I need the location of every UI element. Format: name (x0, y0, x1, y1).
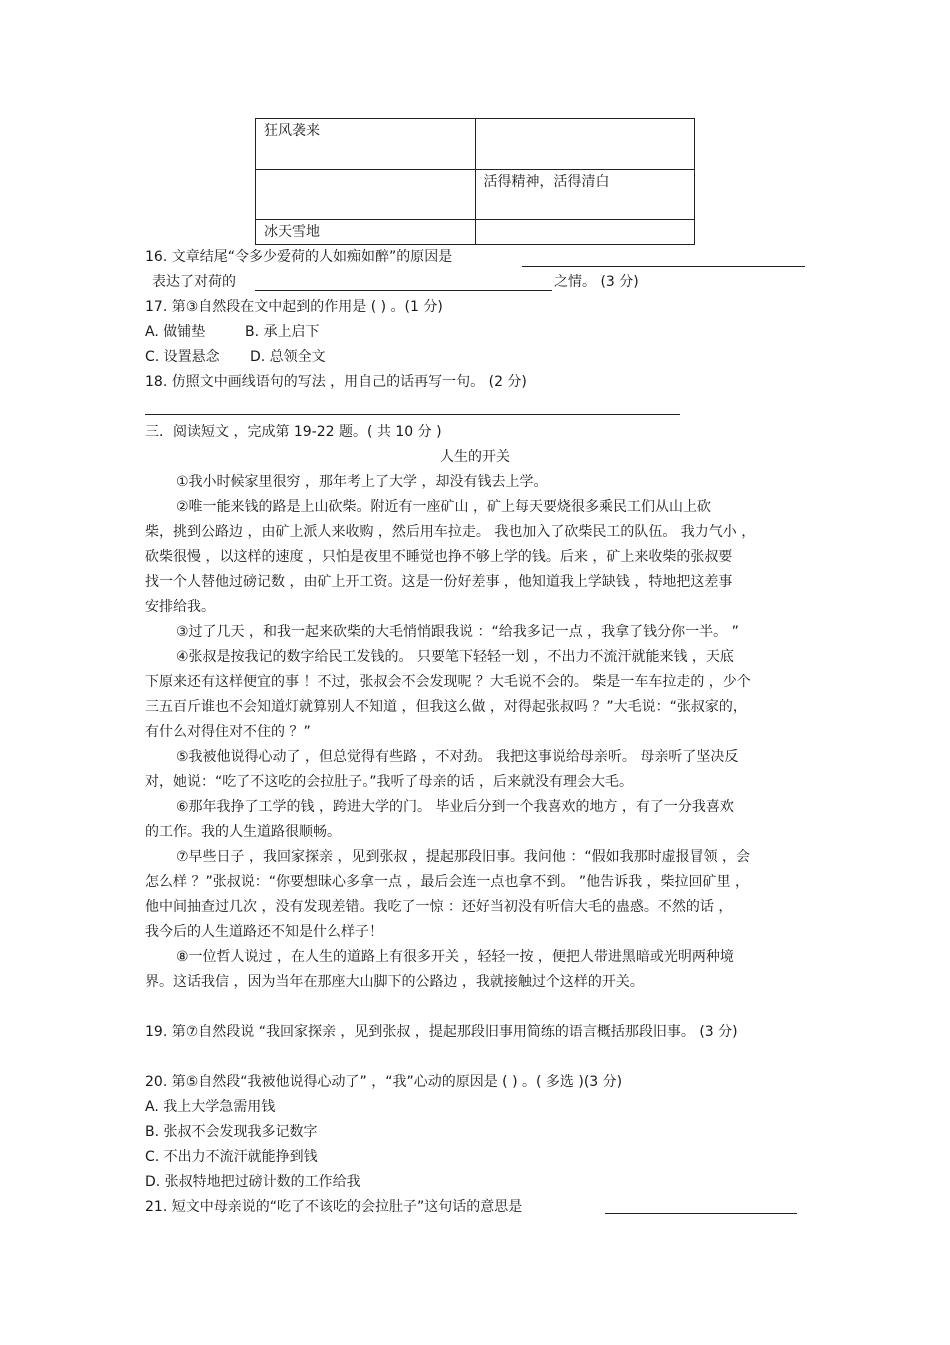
table-cell (256, 170, 476, 220)
passage-line: 下原来还有这样便宜的事 ！不过，张叔会不会发现呢 ？大毛说不会的。 柴是一车车拉走的 ，少个 (145, 674, 751, 690)
option-c: C. 设置悬念 (145, 349, 220, 365)
section-heading: 三．阅读短文 ，完成第 19-22 题。( 共 10 分 ) (145, 424, 442, 440)
passage-line: 安排给我。 (145, 599, 215, 615)
question-20-stem: 20. 第⑤自然段“我被他说得心动了” ，“我”心动的原因是 ( ) 。( 多选 )(3 分) (145, 1074, 623, 1090)
table-cell: 狂风袭来 (256, 119, 476, 170)
table-cell: 活得精神，活得清白 (475, 170, 695, 220)
passage-line: ⑥那年我挣了工学的钱 ，跨进大学的门。 毕业后分到一个我喜欢的地方 ，有了一分我喜欢 (176, 799, 734, 815)
question-16-suffix: 之情。 (3 分) (554, 274, 639, 290)
passage-line: ③过了几天 ，和我一起来砍柴的大毛悄悄跟我说 ：“给我多记一点 ，我拿了钱分你一半。 ” (176, 624, 739, 640)
option-b: B. 张叔不会发现我多记数字 (145, 1124, 318, 1140)
passage-line: 怎么样 ？”张叔说：“你要想昧心多拿一点 ，最后会连一点也拿不到。 ”他告诉我 ，柴拉回矿里 ， (145, 874, 750, 890)
question-16-stem: 16. 文章结尾“令多少爱荷的人如痴如醉”的原因是 (145, 249, 453, 265)
answer-blank[interactable] (145, 414, 680, 415)
passage-line: ④张叔是按我记的数字给民工发钱的。 只要笔下轻轻一划 ，不出力不流汗就能来钱 ，天底 (176, 649, 734, 665)
option-d: D. 张叔特地把过磅计数的工作给我 (145, 1174, 361, 1190)
answer-blank[interactable] (605, 1213, 797, 1214)
table-cell (475, 220, 695, 245)
answer-blank[interactable] (522, 266, 805, 267)
passage-line: ①我小时候家里很穷 ，那年考上了大学 ，却没有钱去上学。 (176, 474, 548, 490)
passage-line: 找一个人替他过磅记数 ，由矿上开工资。这是一份好差事 ，他知道我上学缺钱 ，特地把这差事 (145, 574, 733, 590)
answer-table (255, 118, 695, 245)
option-a: A. 做铺垫 (145, 324, 206, 340)
passage-line: 砍柴很慢 ，以这样的速度 ，只怕是夜里不睡觉也挣不够上学的钱。后来 ，矿上来收柴的张叔要 (145, 549, 733, 565)
passage-line: 三五百斤谁也不会知道灯就算别人不知道 ，但我这么做 ，对得起张叔吗 ？”大毛说：“张叔家的， (145, 699, 747, 715)
passage-line: 他中间抽查过几次 ，没有发现差错。我吃了一惊 ：还好当初没有听信大毛的蛊惑。不然的话 ， (145, 899, 733, 915)
question-19-stem: 19. 第⑦自然段说 “我回家探亲 ，见到张叔 ，提起那段旧事用简练的语言概括那段旧事。 (3 分) (145, 1024, 738, 1040)
passage-line: ⑧一位哲人说过 ，在人生的道路上有很多开关 ，轻轻一按 ，便把人带进黑暗或光明两种境 (176, 949, 734, 965)
passage-line: ②唯一能来钱的路是上山砍柴。附近有一座矿山 ，矿上每天要烧很多乘民工们从山上砍 (176, 499, 711, 515)
question-16-prefix: 表达了对荷的 (152, 274, 236, 290)
passage-line: ⑤我被他说得心动了 ，但总觉得有些路 ，不对劲。 我把这事说给母亲听。 母亲听了坚决反 (176, 749, 739, 765)
question-18-stem: 18. 仿照文中画线语句的写法 ，用自己的话再写一句。 (2 分) (145, 374, 527, 390)
option-a: A. 我上大学急需用钱 (145, 1099, 276, 1115)
table-cell (475, 119, 695, 170)
passage-title: 人生的开关 (440, 449, 510, 465)
passage-line: 对，她说：“吃了不这吃的会拉肚子。”我听了母亲的话 ，后来就没有理会大毛。 (145, 774, 633, 790)
passage-line: 界。这话我信 ，因为当年在那座大山脚下的公路边 ，我就接触过个这样的开关。 (145, 974, 644, 990)
option-c: C. 不出力不流汗就能挣到钱 (145, 1149, 318, 1165)
question-17-stem: 17. 第③自然段在文中起到的作用是 ( ) 。(1 分) (145, 299, 443, 315)
passage-line: 的工作。我的人生道路很顺畅。 (145, 824, 341, 840)
option-b: B. 承上启下 (245, 324, 320, 340)
passage-line: ⑦早些日子 ，我回家探亲 ，见到张叔 ，提起那段旧事。我问他 ：“假如我那时虚报冒领 ，会 (176, 849, 751, 865)
answer-blank[interactable] (255, 290, 552, 291)
option-d: D. 总领全文 (250, 349, 326, 365)
passage-line: 有什么对得住对不住的 ？” (145, 724, 311, 740)
table-cell: 冰天雪地 (256, 220, 476, 245)
passage-line: 我今后的人生道路还不知是什么样子！ (145, 924, 383, 940)
question-21-stem: 21. 短文中母亲说的“吃了不该吃的会拉肚子”这句话的意思是 (145, 1199, 523, 1215)
passage-line: 柴，挑到公路边 ，由矿上派人来收购 ，然后用车拉走。 我也加入了砍柴民工的队伍。 我力气小 ， (145, 524, 756, 540)
